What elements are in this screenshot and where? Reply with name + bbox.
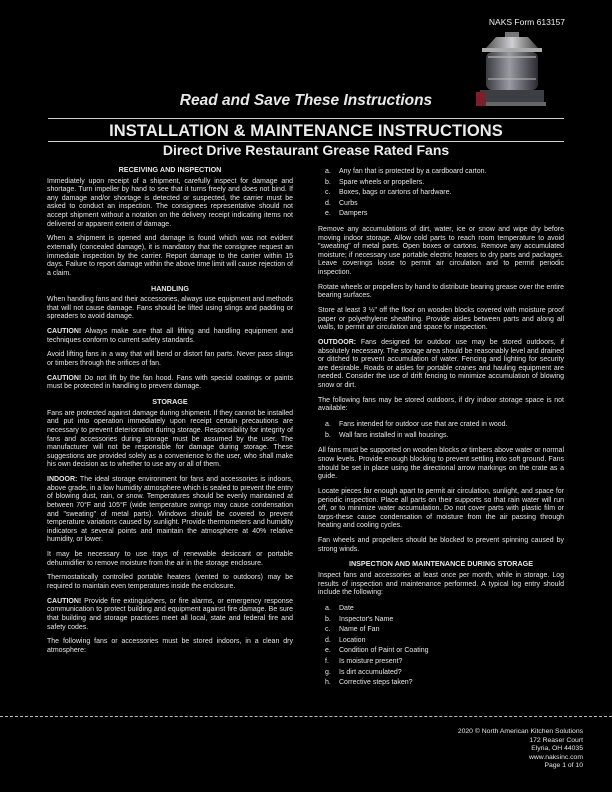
section-heading: INSPECTION AND MAINTENANCE DURING STORAGE — [348, 559, 534, 569]
indoor-items-list — [318, 167, 564, 220]
list-marker: f. — [325, 658, 329, 665]
list-marker: d. — [325, 636, 331, 644]
list-item — [318, 646, 564, 657]
list-item — [318, 615, 564, 626]
list-marker: c. — [325, 626, 331, 634]
footer-divider — [0, 716, 612, 717]
list-item — [318, 636, 564, 647]
section-heading: HANDLING — [151, 283, 189, 293]
document-subtitle: Direct Drive Restaurant Grease Rated Fans — [162, 142, 450, 158]
right-column — [318, 167, 564, 695]
list-text: Is moisture present? — [339, 658, 403, 665]
paragraph: Fans are protected against damage during shipment. If they cannot be installed and put into operation immediately upon receipt certain precautions are necessary to prevent deterioration during storage. Responsibility for integrity of fans and accessories during storage must be assumed by the user. The manufacturer will not be responsible for damage during storage. These suggestions are provided solely as a convenience to the user, who shall make his own decision as to whether to use any or all of them. — [47, 409, 293, 469]
list-item — [318, 657, 564, 668]
caution-text: Provide fire extinguishers, or fire alarms, or emergency response communication to protect building and equipment against fire damage. Be sure that building and storage practices meet all local, state and federal fire and safety codes. — [47, 597, 293, 631]
caution-label: CAUTION! — [47, 597, 82, 605]
paragraph: The following fans or accessories must be stored indoors, in a clean dry atmosphere: — [47, 638, 293, 654]
log-entry-list — [318, 604, 564, 689]
street-address: 172 Reaser Court — [529, 736, 583, 744]
list-text: Is dirt accumulated? — [339, 668, 402, 676]
list-marker: a. — [325, 421, 331, 429]
website-link[interactable]: www.naksinc.com — [528, 753, 583, 761]
list-item — [318, 604, 564, 615]
outdoor-items-list — [318, 420, 564, 441]
paragraph: Fan wheels and propellers should be blocked to prevent spinning caused by strong winds. — [318, 537, 564, 553]
outdoor-text: Fans designed for outdoor use may be stored outdoors, if absolutely necessary. The storage area should be reasonably level and drained or ditched to prevent accumulation of water. Fencing and lighting for security are desirable. Roads or aisles for portable cranes and hauling equipment are needed. Consider the use of drift fencing to minimize accumulation of blowing snow or dirt. — [318, 339, 564, 390]
outdoor-label: OUTDOOR: — [318, 339, 357, 347]
caution-label: CAUTION! — [47, 374, 82, 382]
document-title: INSTALLATION & MAINTENANCE INSTRUCTIONS — [109, 122, 503, 140]
list-marker: a. — [325, 168, 331, 175]
caution-paragraph — [47, 598, 293, 632]
list-item — [318, 209, 564, 220]
header-rule-top — [48, 118, 564, 119]
form-number: NAKS Form 613157 — [488, 17, 565, 27]
caution-paragraph — [47, 375, 293, 392]
list-text: Wall fans installed in wall housings. — [339, 431, 449, 439]
paragraph: When a shipment is opened and damage is found which was not evident externally (concealed damage), it is mandatory that the consignee request an immediate inspection by the carrier. Report damage to the carrier within 15 days. Failure to report damage within the above time limit will cause rejection of a claim. — [47, 235, 293, 277]
list-text: Name of Fan — [339, 626, 380, 634]
list-text: Any fan that is protected by a cardboard carton. — [339, 168, 487, 175]
indoor-label: INDOOR: — [47, 476, 78, 484]
paragraph: Inspect fans and accessories at least once per month, while in storage. Log results of inspection and maintenance performed. A typical log entry should include the following: — [318, 572, 564, 597]
list-item — [318, 167, 564, 178]
list-item — [318, 188, 564, 199]
outdoor-paragraph — [318, 339, 564, 391]
left-column — [47, 166, 293, 662]
read-and-save-heading: Read and Save These Instructions — [179, 92, 433, 109]
list-item — [318, 431, 564, 442]
footer-address — [458, 728, 583, 771]
caution-paragraph — [47, 328, 293, 345]
paragraph: Store at least 3 ½" off the floor on wooden blocks covered with moisture proof paper or polyethylene sheathing. Provide aisles between parts and along all walls, to permit air circulation and space for inspection. — [318, 307, 564, 332]
paragraph: Avoid lifting fans in a way that will bend or distort fan parts. Never pass slings or timbers through the orifices of fan. — [47, 351, 293, 368]
list-item — [318, 625, 564, 636]
paragraph: Remove any accumulations of dirt, water, ice or snow and wipe dry before moving indoor storage. Allow cold parts to reach room temperature to avoid "sweating" of metal parts. Open boxes or cartons. Remove any accumulated moisture; if necessary use portable electric heaters to dry parts and packages. Leave coverings loose to permit air circulation and to permit periodic inspection. — [318, 225, 564, 276]
list-marker: e. — [325, 210, 331, 218]
list-text: Spare wheels or propellers. — [339, 178, 425, 186]
paragraph: When handling fans and their accessories, always use equipment and methods that will not cause damage. Fans should be lifted using slings and padding or spreaders to avoid damage. — [47, 296, 293, 321]
caution-label: CAUTION! — [47, 328, 82, 336]
paragraph: The following fans may be stored outdoors, if dry indoor storage space is not available: — [318, 396, 564, 413]
list-item — [318, 678, 564, 689]
list-marker: a. — [325, 605, 331, 613]
list-marker: c. — [325, 189, 331, 197]
list-text: Curbs — [339, 199, 358, 207]
page-number: Page 1 of 10 — [544, 762, 583, 769]
list-marker: e. — [325, 647, 331, 655]
list-item — [318, 420, 564, 431]
paragraph: All fans must be supported on wooden blocks or timbers above water or normal snow levels. Provide enough blocking to prevent settling into soft ground. Fans should be set in place using the directional arrow markings on the crate as a guide. — [318, 447, 564, 481]
list-item — [318, 199, 564, 210]
list-marker: h. — [325, 679, 331, 687]
list-text: Corrective steps taken? — [339, 679, 413, 687]
list-text: Fans intended for outdoor use that are crated in wood. — [339, 421, 508, 429]
list-text: Location — [339, 636, 366, 644]
paragraph: Locate pieces far enough apart to permit air circulation, sunlight, and space for periodic inspection. Place all parts on their supports so that rain water will run off, or to minimize water accumulation. Do not cover parts with plastic film or tarps-these cause condensation of moisture from the air passing through heating and cooling cycles. — [318, 487, 564, 530]
indoor-text: The ideal storage environment for fans and accessories is indoors, above grade, in a low humidity atmosphere which is sealed to prevent the entry of blowing dust, rain, or snow. Temperatures should be evenly maintained at between 70°F and 105°F (wide temperature swings may cause condensation and "sweating" of metal parts). Windows should be covered to prevent temperature variations caused by sunlight. Provide thermometers and humidity indicators at several points and maintain the atmosphere at 40% relative humidity, or lower. — [47, 476, 293, 544]
list-marker: b. — [325, 178, 331, 186]
list-marker: b. — [325, 615, 331, 623]
list-text: Boxes, bags or cartons of hardware. — [339, 189, 452, 197]
list-text: Dampers — [339, 210, 368, 218]
list-marker: b. — [325, 431, 331, 439]
caution-text: Always make sure that all lifting and handling equipment and techniques conform to current safety standards. — [47, 328, 293, 344]
caution-text: Do not lift by the fan hood. Fans with special coatings or paints must be protected in handling to prevent damage. — [47, 374, 293, 391]
section-heading: RECEIVING AND INSPECTION — [118, 165, 222, 174]
paragraph: Thermostatically controlled portable heaters (vented to outdoors) may be required to maintain even temperatures inside the enclosure. — [47, 574, 293, 591]
list-text: Date — [339, 605, 354, 613]
list-item — [318, 178, 564, 189]
indoor-paragraph — [47, 476, 293, 545]
list-text: Inspector's Name — [339, 615, 394, 623]
list-marker: d. — [325, 199, 331, 207]
list-text: Condition of Paint or Coating — [339, 647, 429, 655]
list-marker: g. — [325, 668, 331, 676]
list-item — [318, 668, 564, 679]
city-state-zip: Elyria, OH 44035 — [531, 745, 583, 752]
paragraph: Rotate wheels or propellers by hand to distribute bearing grease over the entire bearing surfaces. — [318, 283, 564, 300]
copyright: 2020 © North American Kitchen Solutions — [457, 728, 583, 735]
paragraph: It may be necessary to use trays of renewable desiccant or portable dehumidifier to remove moisture from the air in the storage enclosure. — [47, 551, 293, 567]
section-heading: STORAGE — [152, 397, 188, 407]
paragraph: Immediately upon receipt of a shipment, carefully inspect for damage and shortage. Turn impeller by hand to see that it turns freely and does not bind. If any damage and/or shortage is detected or suspected, the carrier must be asked to conduct an inspection. The consignees representative should not accept shipment without a notation on the delivery receipt indicating items not delivered or apparent extent of damage. — [47, 177, 293, 228]
